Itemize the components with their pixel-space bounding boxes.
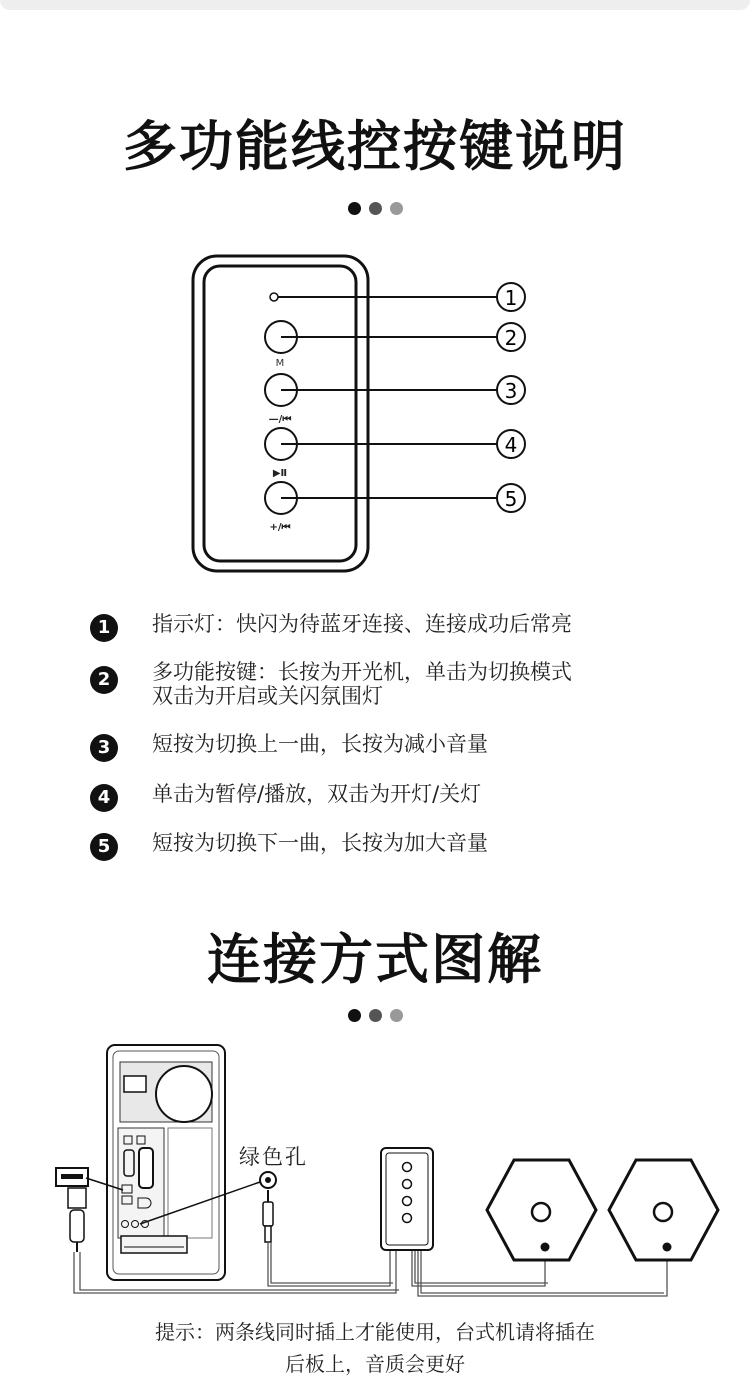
tip-line-2: 后板上，音质会更好 (285, 1352, 465, 1376)
top-bar (0, 0, 750, 10)
section-title-connection: 连接方式图解 (207, 928, 543, 991)
controller-box (381, 1148, 433, 1250)
label-m: M (275, 358, 285, 369)
pc-tower (107, 1045, 225, 1280)
indicator-light (270, 293, 278, 301)
desc-num-3: 3 (90, 734, 118, 762)
dot-1 (348, 202, 361, 215)
desc-text-4: 单击为暂停/播放，双击为开灯/关灯 (152, 782, 482, 806)
section-title-controls: 多功能线控按键说明 (123, 115, 627, 178)
dot-3 (390, 202, 403, 215)
controller-diagram (0, 240, 750, 585)
desc-num-4: 4 (90, 784, 118, 812)
desc-text-2a: 多功能按键：长按为开光机，单击为切换模式 (152, 660, 572, 684)
tip-line-1: 提示：两条线同时插上才能使用，台式机请将插在 (155, 1320, 595, 1344)
callout-num-2: 2 (504, 326, 518, 350)
desc-text-5: 短按为切换下一曲，长按为加大音量 (152, 831, 488, 855)
green-jack-label: 绿色孔 (239, 1145, 308, 1169)
dot-3b (390, 1009, 403, 1022)
desc-text-2b: 双击为开启或关闪氛围灯 (152, 684, 383, 708)
desc-num-5: 5 (90, 833, 118, 861)
dot-2 (369, 202, 382, 215)
dot-1b (348, 1009, 361, 1022)
label-next: +/⏮ (269, 522, 291, 533)
callout-num-3: 3 (504, 379, 518, 403)
speaker-left (487, 1160, 596, 1260)
speaker-right (609, 1160, 718, 1260)
title-dots (0, 200, 750, 219)
desc-num-2: 2 (90, 666, 118, 694)
dot-2b (369, 1009, 382, 1022)
callout-num-5: 5 (504, 487, 518, 511)
desc-num-1: 1 (90, 614, 118, 642)
label-play: ▶Ⅱ (272, 468, 288, 479)
desc-text-1: 指示灯：快闪为待蓝牙连接、连接成功后常亮 (152, 612, 572, 636)
label-prev: —/⏮ (268, 414, 292, 425)
connection-diagram (0, 1040, 750, 1305)
callout-num-4: 4 (504, 433, 518, 457)
desc-text-3: 短按为切换上一曲，长按为减小音量 (152, 732, 488, 756)
title-dots-2 (0, 1007, 750, 1026)
tip-text (0, 1316, 750, 1380)
callout-num-1: 1 (504, 286, 518, 310)
